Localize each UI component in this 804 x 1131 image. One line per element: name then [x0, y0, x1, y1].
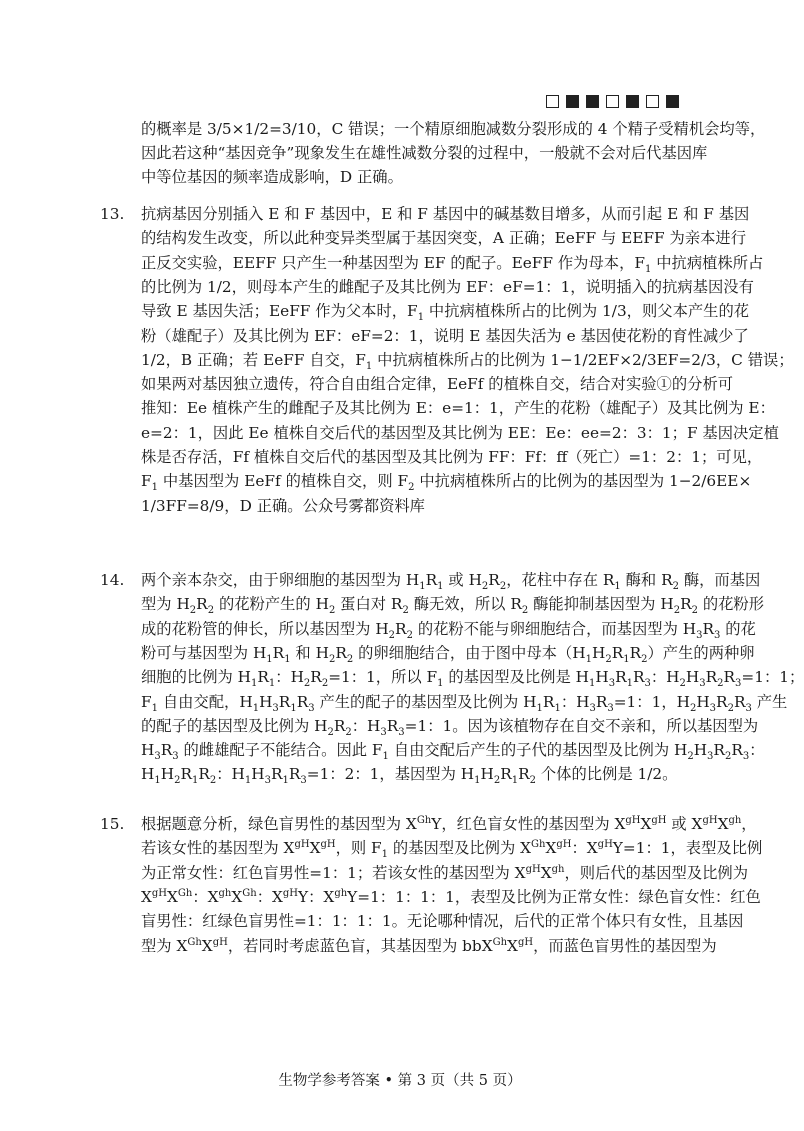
answer-text-line: 若该女性的基因型为 $X^{gH}X^{gH}$，则 $F_1$ 的基因型及比例为 $X^{Gh}X^{gH}$：$X^{gH}Y=1$：1，表型及比例 — [141, 839, 763, 861]
marker-square — [626, 95, 639, 108]
answer-text-line: 盲男性：红绿色盲男性=1：1：1：1。无论哪种情况，后代的正常个体只有女性，且基因 — [141, 912, 744, 931]
answer-text-line: 中等位基因的频率造成影响，D 正确。 — [141, 168, 403, 187]
marker-square — [646, 95, 659, 108]
answer-text-line: 为正常女性：红色盲男性=1：1；若该女性的基因型为 $X^{gH}X^{gh}$，则后代的基因型及比例为 — [141, 863, 749, 882]
answer-text-line: 如果两对基因独立遗传，符合自由组合定律，EeFf 的植株自交，结合对实验①的分析可 — [141, 375, 734, 394]
answer-text-line: 根据题意分析，绿色盲男性的基因型为 $X^{Gh}Y$，红色盲女性的基因型为 $X^{gH}X^{gH}$ 或 $X^{gH}X^{gh}$， — [141, 814, 757, 833]
marker-square — [586, 95, 599, 108]
answer-text-line: $H_1H_2R_1R_2$：$H_1H_3R_1R_3=1$：2：1，基因型为 $H_1H_2R_1R_2$ 个体的比例是 1/2。 — [141, 765, 678, 787]
answer-text-line: $H_3R_3$ 的雌雄配子不能结合。因此 $F_1$ 自由交配后产生的子代的基因型及比例为 $H_2H_3R_2R_3$： — [141, 741, 765, 763]
marker-square — [566, 95, 579, 108]
question-13-number: 13. — [100, 205, 125, 223]
answer-text-line: $X^{gH}X^{Gh}$：$X^{gh}X^{Gh}$：$X^{gH}Y$：$X^{gh}Y=1$：1：1：1，表型及比例为正常女性：绿色盲女性：红色 — [141, 887, 761, 906]
answer-text-line: 1/2，B 正确；若 EeFF 自交，$F_1$ 中抗病植株所占的比例为 1−1/2EF×2/3EF=2/3，C 错误； — [141, 350, 794, 372]
answer-text-line: 的比例为 1/2，则母本产生的雌配子及其比例为 EF：eF=1：1，说明插入的抗病基因没有 — [141, 277, 754, 296]
answer-text-line: 正反交实验，EEFF 只产生一种基因型为 EF 的配子。EeFF 作为母本，$F_1$ 中抗病植株所占 — [141, 253, 764, 275]
question-14-number: 14. — [100, 571, 125, 589]
marker-square — [666, 95, 679, 108]
answer-text-line: 导致 E 基因失活；EeFF 作为父本时，$F_1$ 中抗病植株所占的比例为 1/3，则父本产生的花 — [141, 302, 750, 324]
answer-text-line: 的结构发生改变，所以此种变异类型属于基因突变，A 正确；EeFF 与 EEFF 为亲本进行 — [141, 229, 747, 248]
answer-text-line: 粉可与基因型为 $H_1R_1$ 和 $H_2R_2$ 的卵细胞结合，由于图中母本$(H_1H_2R_1R_2)$产生的两种卵 — [141, 643, 755, 665]
answer-text-line: 的概率是 3/5×1/2=3/10，C 错误；一个精原细胞减数分裂形成的 4 个精子受精机会均等， — [141, 120, 766, 138]
answer-text-line: 推知：Ee 植株产生的雌配子及其比例为 E：e=1：1，产生的花粉（雄配子）及其比例为 E： — [141, 399, 775, 418]
marker-square — [546, 95, 559, 108]
page-footer: 生物学参考答案 • 第 3 页（共 5 页） — [278, 1073, 522, 1089]
answer-text-line: 型为 $X^{Gh}X^{gH}$，若同时考虑蓝色盲，其基因型为 $bbX^{Gh}X^{gH}$，而蓝色盲男性的基因型为 — [141, 936, 717, 955]
answer-text-line: 因此若这种“基因竞争”现象发生在雄性减数分裂的过程中，一般就不会对后代基因库 — [141, 144, 708, 163]
section-marker-squares — [546, 95, 679, 108]
answer-text-line: $F_1$ 自由交配，$H_1H_3R_1R_3$ 产生的配子的基因型及比例为 $H_1R_1$：$H_3R_3=1$：1，$H_2H_3R_2R_3$ 产生 — [141, 692, 788, 714]
answer-text-line: 两个亲本杂交，由于卵细胞的基因型为 $H_1R_1$ 或 $H_2R_2$，花柱中存在 $R_1$ 酶和 $R_2$ 酶，而基因 — [141, 571, 761, 593]
answer-text-line: 的配子的基因型及比例为 $H_2R_2$：$H_3R_3=1$：1。因为该植物存在自交不亲和，所以基因型为 — [141, 716, 759, 738]
answer-text-line: 株是否存活，Ff 植株自交后代的基因型及其比例为 FF：Ff：ff（死亡）=1：2：1；可见， — [141, 448, 763, 466]
answer-text-line: 成的花粉管的伸长，所以基因型为 $H_2R_2$ 的花粉不能与卵细胞结合，而基因型为 $H_3R_3$ 的花 — [141, 619, 756, 641]
marker-square — [606, 95, 619, 108]
answer-text-line: 细胞的比例为 $H_1R_1$：$H_2R_2=1$：1，所以 $F_1$ 的基因型及比例是 $H_1H_3R_1R_3$：$H_2H_3R_2R_3=1$：1； — [141, 668, 804, 690]
question-15-number: 15. — [100, 815, 125, 833]
answer-text-line: 1/3FF=8/9，D 正确。公众号雾都资料库 — [141, 496, 425, 515]
answer-text-line: e=2：1，因此 Ee 植株自交后代的基因型及其比例为 EE：Ee：ee=2：3：1；F 基因决定植 — [141, 423, 779, 442]
answer-text-line: $F_1$ 中基因型为 EeFf 的植株自交，则 $F_2$ 中抗病植株所占的比例为的基因型为 1−2/6EE× — [141, 472, 752, 494]
answer-text-line: 型为 $H_2R_2$ 的花粉产生的 $H_2$ 蛋白对 $R_2$ 酶无效，所以 $R_2$ 酶能抑制基因型为 $H_2R_2$ 的花粉形 — [141, 595, 765, 617]
answer-text-line: 抗病基因分别插入 E 和 F 基因中，E 和 F 基因中的碱基数目增多，从而引起 E 和 F 基因 — [141, 205, 750, 223]
answer-text-line: 粉（雄配子）及其比例为 EF：eF=2：1，说明 E 基因失活为 e 基因使花粉的育性减少了 — [141, 326, 749, 345]
